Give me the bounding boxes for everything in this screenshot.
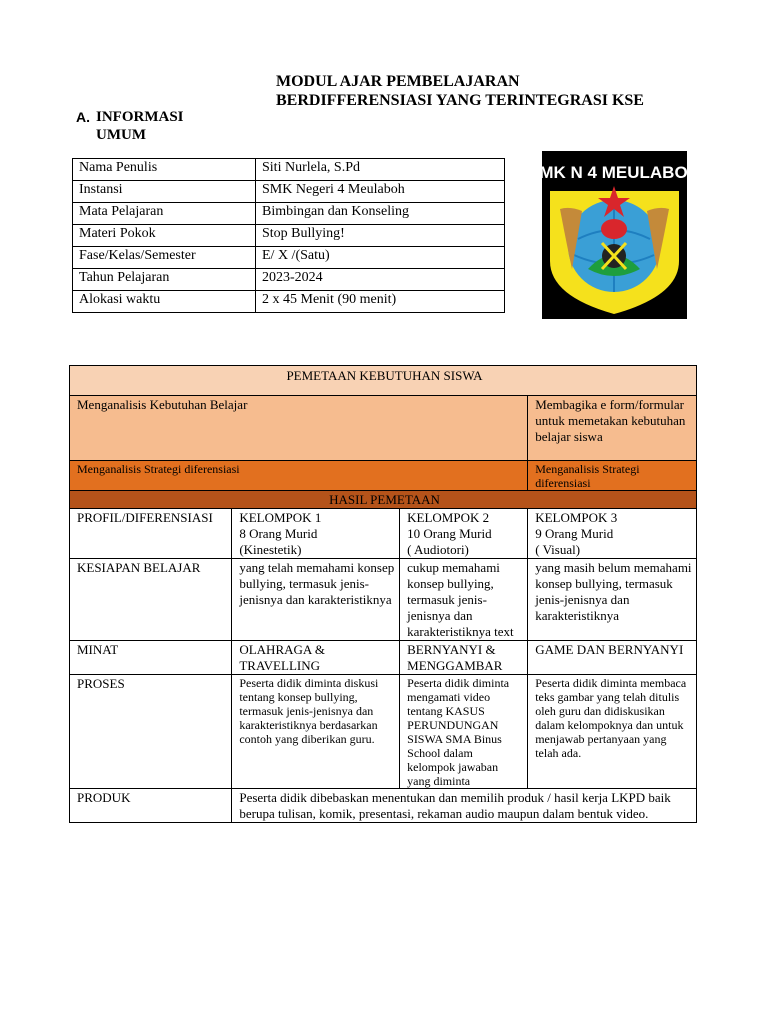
info-label: Materi Pokok: [73, 225, 256, 247]
strategy-label: Menganalisis Strategi diferensiasi: [70, 461, 528, 491]
mapping-table: [69, 365, 697, 823]
group-style: (Kinestetik): [239, 542, 302, 557]
info-label: Alokasi waktu: [73, 291, 256, 313]
group-cell: [400, 509, 528, 559]
mapping-header-row: [70, 366, 697, 396]
readiness-label: KESIAPAN BELAJAR: [70, 559, 232, 641]
group-style: ( Audiotori): [407, 542, 469, 557]
group-cell: [528, 509, 697, 559]
need-note: Membagika e form/formular untuk memetakan kebutuhan belajar siswa: [528, 396, 697, 461]
need-label: Menganalisis Kebutuhan Belajar: [70, 396, 528, 461]
info-row: [73, 203, 505, 225]
readiness-row: [70, 559, 697, 641]
info-label: Mata Pelajaran: [73, 203, 256, 225]
process-cell: Peserta didik diminta diskusi tentang konsep bullying, termasuk jenis-jenisnya dan karakteristiknya berdasarkan contoh yang diberikan guru.: [232, 675, 400, 789]
product-label: PRODUK: [70, 789, 232, 823]
readiness-cell: cukup memahami konsep bullying, termasuk jenis-jenisnya dan karakteristiknya text: [400, 559, 528, 641]
section-title: INFORMASI UMUM: [96, 109, 184, 143]
school-logo: [528, 151, 700, 319]
process-cell: Peserta didik diminta membaca teks gambar yang telah ditulis oleh guru dan didiskusikan dalam kelompoknya dan untuk menjawab pertanyaan yang telah ada.: [528, 675, 697, 789]
info-value: Stop Bullying!: [256, 225, 505, 247]
document-title: [276, 72, 644, 110]
info-value: E/ X /(Satu): [256, 247, 505, 269]
process-cell: Peserta didik diminta mengamati video tentang KASUS PERUNDUNGAN SISWA SMA Binus School dalam kelompok jawaban yang diminta: [400, 675, 528, 789]
group-name: KELOMPOK 3: [535, 510, 618, 525]
profile-row: [70, 509, 697, 559]
result-header: HASIL PEMETAAN: [70, 491, 697, 509]
group-style: ( Visual): [535, 542, 581, 557]
profile-label: PROFIL/DIFERENSIASI: [70, 509, 232, 559]
section-letter: A.: [76, 109, 90, 125]
interest-row: [70, 641, 697, 675]
group-count: 10 Orang Murid: [407, 526, 492, 541]
interest-cell: OLAHRAGA & TRAVELLING: [232, 641, 400, 675]
info-row: [73, 247, 505, 269]
info-value: 2023-2024: [256, 269, 505, 291]
product-row: [70, 789, 697, 823]
group-count: 9 Orang Murid: [535, 526, 614, 541]
process-row: [70, 675, 697, 789]
logo-crest: [601, 219, 627, 239]
result-header-row: [70, 491, 697, 509]
group-name: KELOMPOK 2: [407, 510, 490, 525]
strategy-note: Menganalisis Strategi diferensiasi: [528, 461, 697, 491]
process-label: PROSES: [70, 675, 232, 789]
group-count: 8 Orang Murid: [239, 526, 318, 541]
title-line-2: BERDIFFERENSIASI YANG TERINTEGRASI KSE: [276, 92, 644, 109]
interest-cell: BERNYANYI & MENGGAMBAR: [400, 641, 528, 675]
mapping-header: PEMETAAN KEBUTUHAN SISWA: [70, 366, 697, 396]
readiness-cell: yang masih belum memahami konsep bullying, termasuk jenis-jenisnya dan karakteristiknya: [528, 559, 697, 641]
readiness-cell: yang telah memahami konsep bullying, termasuk jenis-jenisnya dan karakteristiknya: [232, 559, 400, 641]
info-value: Siti Nurlela, S.Pd: [256, 159, 505, 181]
need-row: [70, 396, 697, 461]
interest-cell: GAME DAN BERNYANYI: [528, 641, 697, 675]
group-cell: [232, 509, 400, 559]
info-value: SMK Negeri 4 Meulaboh: [256, 181, 505, 203]
info-label: Nama Penulis: [73, 159, 256, 181]
interest-label: MINAT: [70, 641, 232, 675]
strategy-row: [70, 461, 697, 491]
info-row: [73, 291, 505, 313]
product-cell: Peserta didik dibebaskan menentukan dan memilih produk / hasil kerja LKPD baik berupa tulisan, komik, presentasi, rekaman audio maupun dalam bentuk video.: [232, 789, 697, 823]
info-value: 2 x 45 Menit (90 menit): [256, 291, 505, 313]
group-name: KELOMPOK 1: [239, 510, 322, 525]
info-label: Tahun Pelajaran: [73, 269, 256, 291]
info-label: Fase/Kelas/Semester: [73, 247, 256, 269]
info-row: [73, 225, 505, 247]
logo-text: SMK N 4 MEULABOH: [528, 163, 700, 182]
info-row: [73, 159, 505, 181]
title-line-1: MODUL AJAR PEMBELAJARAN: [276, 73, 520, 90]
info-table: [72, 158, 505, 313]
info-label: Instansi: [73, 181, 256, 203]
info-value: Bimbingan dan Konseling: [256, 203, 505, 225]
info-row: [73, 269, 505, 291]
info-row: [73, 181, 505, 203]
